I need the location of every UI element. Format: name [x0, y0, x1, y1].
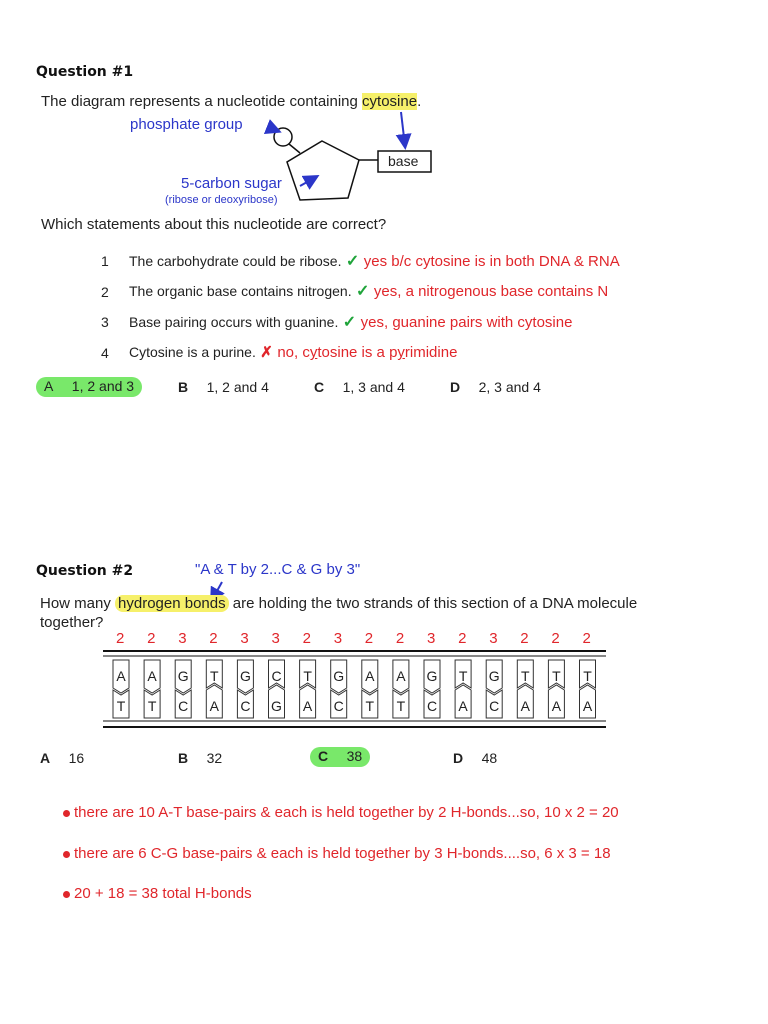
sugar-sublabel: (ribose or deoxyribose) — [165, 194, 278, 206]
bottom-base-letter: C — [426, 698, 438, 714]
top-base-letter: T — [458, 668, 468, 684]
top-base-letter: T — [521, 668, 530, 684]
bottom-base-letter: C — [178, 698, 189, 714]
choice-letter: C — [318, 748, 329, 764]
statement-3 — [129, 312, 572, 332]
statement-3-num: 3 — [101, 314, 109, 330]
bottom-base-letter: T — [396, 698, 406, 714]
q1-title: Question #1 — [36, 64, 134, 80]
bond-count: 3 — [240, 630, 249, 647]
statement-1-note: yes b/c cytosine is in both DNA & RNA — [363, 253, 620, 270]
top-base-letter: A — [365, 668, 375, 684]
choice-letter: C — [314, 379, 325, 395]
choice-text: 1, 2 and 3 — [71, 378, 135, 394]
choice-text: 1, 2 and 4 — [206, 379, 269, 395]
top-base-letter: C — [271, 668, 282, 684]
choice-letter: A — [44, 378, 54, 394]
choice-letter: A — [40, 750, 51, 766]
bottom-base-letter: A — [209, 698, 219, 714]
statement-2-text: The organic base contains nitrogen. — [129, 283, 352, 299]
bottom-base-letter: G — [271, 698, 282, 714]
check-icon: ✓ — [345, 253, 360, 270]
bullet-icon — [63, 891, 70, 898]
choice-text: 32 — [206, 750, 223, 766]
statement-3-text: Base pairing occurs with guanine. — [129, 314, 339, 330]
phosphate-arrow — [268, 127, 278, 131]
bond-count: 2 — [302, 630, 311, 647]
phosphate-label: phosphate group — [130, 116, 243, 133]
top-base-letter: T — [210, 668, 219, 684]
sugar-arrow — [300, 177, 316, 186]
q1-prompt-text: The diagram represents a nucleotide containing — [41, 93, 363, 110]
bottom-base-letter: C — [489, 698, 500, 714]
bond-count: 3 — [333, 630, 343, 647]
bottom-base-letter: A — [302, 698, 313, 714]
bond-count: 3 — [489, 630, 498, 647]
statement-2-num: 2 — [101, 284, 109, 300]
top-base-letter: G — [333, 668, 345, 684]
check-icon: ✓ — [342, 314, 357, 331]
choice-text: 2, 3 and 4 — [478, 379, 541, 395]
bond-count: 2 — [395, 630, 405, 647]
q1-choice-b[interactable] — [178, 379, 269, 397]
q1-choice-a[interactable] — [36, 377, 142, 397]
bond-count: 3 — [271, 630, 280, 647]
bullet-icon — [63, 810, 70, 817]
statement-1 — [129, 251, 620, 271]
top-base-letter: A — [116, 668, 126, 684]
dna-strands — [0, 630, 768, 740]
q2-hint: "A & T by 2...C & G by 3" — [195, 561, 361, 578]
hydrogen-bonds-highlight: hydrogen bonds — [115, 595, 229, 612]
cross-icon: ✗ — [260, 344, 273, 361]
choice-text: 16 — [68, 750, 85, 766]
choice-text: 38 — [346, 748, 363, 764]
statement-4 — [129, 343, 457, 362]
bottom-base-letter: A — [551, 698, 562, 714]
q2-choice-d[interactable] — [453, 750, 497, 768]
top-base-letter: T — [552, 668, 561, 684]
base-arrow — [401, 112, 405, 146]
bond-count: 3 — [427, 630, 436, 647]
q2-prompt-text: How many — [40, 595, 116, 612]
dna-diagram — [0, 630, 768, 740]
q1-question: Which statements about this nucleotide are correct? — [41, 216, 387, 233]
bond-count: 2 — [364, 630, 374, 647]
bond-count: 2 — [520, 630, 529, 647]
choice-text: 48 — [481, 750, 498, 766]
choice-text: 1, 3 and 4 — [342, 379, 405, 395]
bottom-base-letter: T — [365, 698, 375, 714]
bond-count: 2 — [551, 630, 560, 647]
bottom-base-letter: T — [116, 698, 126, 714]
q2-choice-a[interactable] — [40, 750, 84, 768]
bottom-base-letter: C — [240, 698, 251, 714]
bottom-base-letter: A — [458, 698, 468, 714]
explanation-2-text: there are 6 C-G base-pairs & each is held together by 3 H-bonds....so, 6 x 3 = 18 — [74, 845, 611, 862]
q1-prompt-period: . — [417, 93, 422, 110]
explanation-3-text: 20 + 18 = 38 total H-bonds — [74, 885, 252, 902]
sugar-pentagon — [287, 141, 359, 200]
top-base-letter: G — [426, 668, 438, 684]
choice-letter: D — [453, 750, 464, 766]
top-base-letter: G — [488, 668, 500, 684]
bottom-base-letter: A — [582, 698, 593, 714]
q2-prompt — [40, 595, 637, 612]
statement-4-note: no, cytosine is a pyrimidine — [277, 344, 458, 361]
q1-choice-c[interactable] — [314, 379, 405, 397]
choice-letter: B — [178, 750, 189, 766]
bond-count: 2 — [147, 630, 156, 647]
bond-count: 2 — [458, 630, 467, 647]
choice-letter: D — [450, 379, 461, 395]
phosphate-bond — [289, 144, 300, 153]
explanation-2 — [63, 845, 611, 862]
bullet-icon — [63, 851, 70, 858]
q2-prompt-rest: are holding the two strands of this section of a DNA molecule — [228, 595, 638, 612]
q2-choice-c[interactable] — [310, 747, 370, 767]
q1-choice-d[interactable] — [450, 379, 541, 397]
statement-1-num: 1 — [101, 253, 109, 269]
check-icon: ✓ — [356, 283, 370, 300]
q2-prompt-line2: together? — [40, 614, 104, 631]
top-base-letter: A — [396, 668, 406, 684]
bottom-base-letter: A — [520, 698, 530, 714]
bond-count: 2 — [116, 630, 125, 647]
statement-3-note: yes, guanine pairs with cytosine — [360, 314, 573, 331]
top-base-letter: T — [583, 668, 592, 684]
bottom-base-letter: C — [333, 698, 344, 714]
q2-choice-b[interactable] — [178, 750, 222, 768]
top-base-letter: G — [177, 668, 189, 684]
cytosine-highlight: cytosine — [362, 93, 418, 110]
nucleotide-diagram — [0, 0, 768, 240]
sugar-label: 5-carbon sugar — [181, 175, 282, 192]
top-base-letter: T — [303, 668, 312, 684]
bottom-base-letter: T — [147, 698, 157, 714]
bond-count: 2 — [582, 630, 591, 647]
explanation-3 — [63, 885, 252, 902]
statement-2 — [129, 281, 608, 301]
choice-letter: B — [178, 379, 189, 395]
bond-count: 3 — [178, 630, 187, 647]
statement-1-text: The carbohydrate could be ribose. — [129, 253, 342, 269]
explanation-1-text: there are 10 A-T base-pairs & each is held together by 2 H-bonds...so, 10 x 2 = 20 — [74, 804, 619, 821]
bond-count: 2 — [209, 630, 218, 647]
base-label: base — [388, 153, 419, 169]
q2-title: Question #2 — [36, 563, 134, 579]
statement-2-note: yes, a nitrogenous base contains N — [373, 283, 609, 300]
top-base-letter: G — [239, 668, 251, 684]
statement-4-num: 4 — [101, 345, 109, 361]
explanation-1 — [63, 804, 619, 821]
top-base-letter: A — [147, 668, 157, 684]
statement-4-text: Cytosine is a purine. — [129, 344, 256, 360]
